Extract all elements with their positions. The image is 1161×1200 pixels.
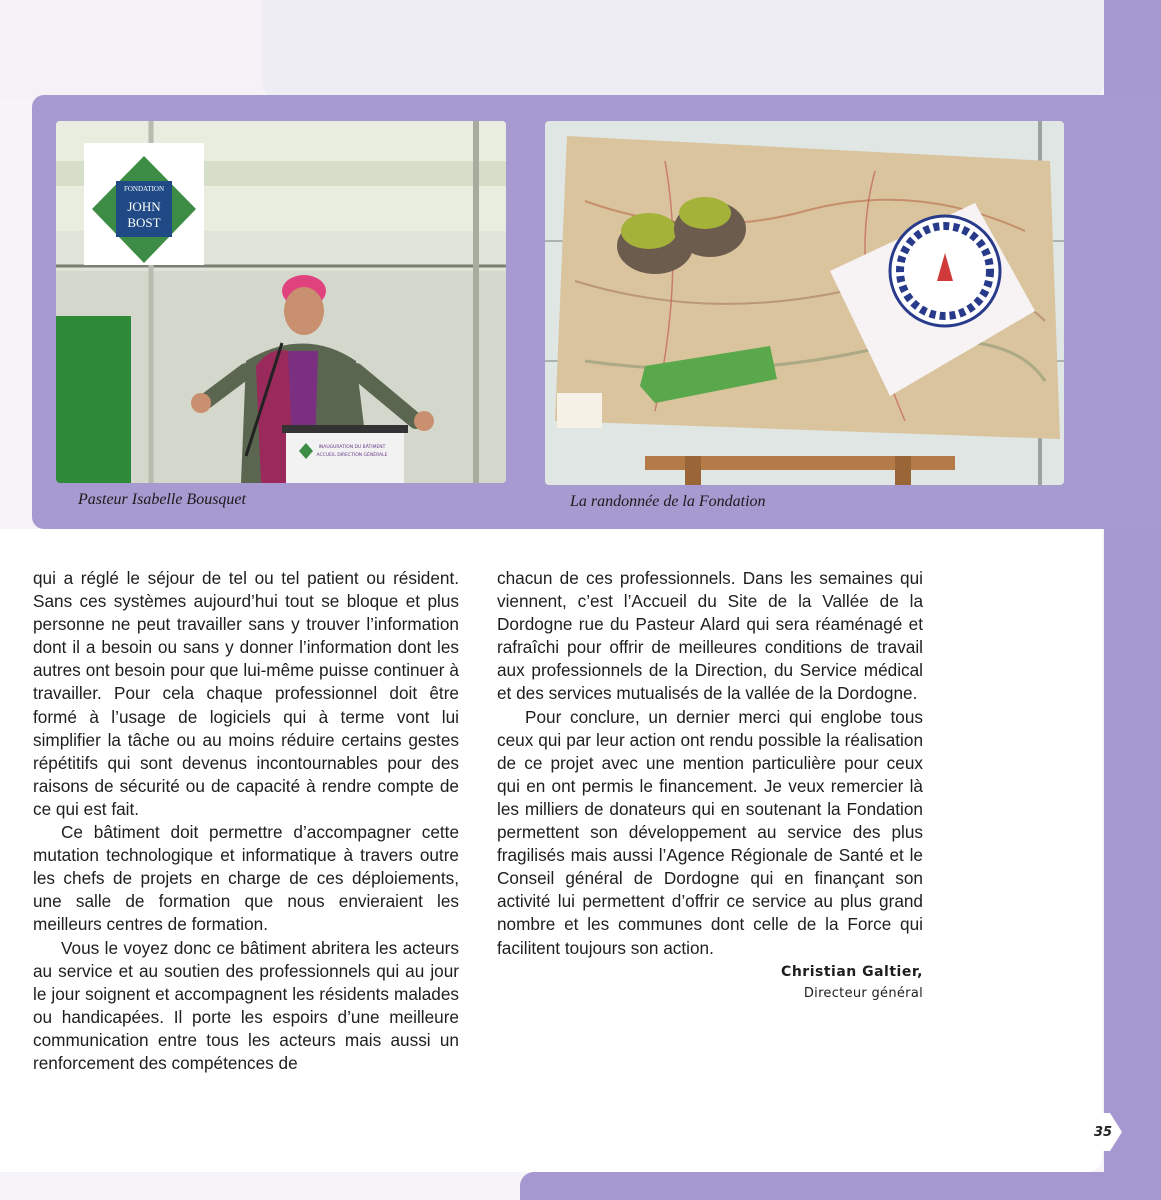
- photo-speaker: [56, 121, 506, 483]
- svg-text:JOHN: JOHN: [127, 199, 161, 214]
- photo-map: [545, 121, 1064, 485]
- article-right-column: [497, 567, 923, 1005]
- left-paragraph: qui a réglé le séjour de tel ou tel patient ou résident. Sans ces systèmes aujourd’hui tout se bloque et plus personne ne peut travailler sans y trouver l’information dont il a besoin ou sans y donner l’information dont les autres ont besoin pour que lui-même puisse continuer à travailler. Pour cela chaque professionnel doit être formé à l’usage de logiciels qui à terme vont lui simplifier la tâche ou au moins réduire certains gestes répétitifs qui sont devenus incontournables pour des raisons de sécurité ou de capacité à rendre compte de ce qui est fait.: [33, 568, 459, 819]
- svg-text:ACCUEIL DIRECTION GÉNÉRALE: ACCUEIL DIRECTION GÉNÉRALE: [316, 453, 388, 458]
- article-left-column: [33, 567, 459, 1075]
- page-number-badge: [1084, 1113, 1122, 1151]
- right-paragraph: chacun de ces professionnels. Dans les semaines qui viennent, c’est l’Accueil du Site de la Vallée de la Dordogne rue du Pasteur Alard qui sera réaménagé et rafraîchi pour offrir de meilleures conditions de travail aux professionnels de la Direction, du Service médical et des services mutualisés de la vallée de la Dordogne.: [497, 568, 923, 704]
- right-paragraph: Pour conclure, un dernier merci qui englobe tous ceux qui par leur action ont rendu possible la réalisation de ce projet avec une mention particulière pour ceux qui en ont permis le financement. Je veux remercier là les milliers de donateurs qui en soutenant la Fondation permettent son développement au service des plus fragilisés mais aussi l’Agence Régionale de Santé et le Conseil général de Dordogne qui en finançant son activité lui permettent d’offrir ce service au plus grand nombre et les communes dont celle de la Force qui facilitent toujours son action.: [497, 706, 923, 958]
- left-paragraph: Vous le voyez donc ce bâtiment abritera les acteurs au service et au soutien des professionnels qui au jour le jour soignent et accompagnent les résidents malades ou handicapées. Il porte les espoirs d’une meilleure communication entre tous les acteurs mais aussi un renforcement des compétences de: [33, 937, 459, 1073]
- page-top-margin: [0, 0, 262, 98]
- podium: [282, 425, 408, 483]
- signature-name: Christian Galtier,: [781, 963, 923, 980]
- svg-text:FONDATION: FONDATION: [123, 185, 165, 193]
- speaker-illustration: [56, 121, 506, 483]
- map-illustration: [545, 121, 1064, 485]
- photo-caption-speaker: Pasteur Isabelle Bousquet: [78, 491, 246, 508]
- svg-text:BOST: BOST: [127, 215, 161, 230]
- svg-text:INAUGURATION DU BÂTIMENT: INAUGURATION DU BÂTIMENT: [318, 445, 386, 450]
- left-paragraph: Ce bâtiment doit permettre d’accompagner cette mutation technologique et informatique à travers outre les chefs de projets en charge de ces déploiements, une salle de formation que nous envieraient les meilleurs centres de formation.: [33, 822, 459, 935]
- foundation-sign: [84, 143, 204, 265]
- page-number: 35: [1093, 1124, 1113, 1140]
- signature-role: Directeur général: [803, 985, 923, 1001]
- bottom-decorative-bar: [520, 1172, 1161, 1200]
- photo-caption-map: La randonnée de la Fondation: [570, 493, 766, 510]
- top-decorative-band: [262, 0, 1104, 98]
